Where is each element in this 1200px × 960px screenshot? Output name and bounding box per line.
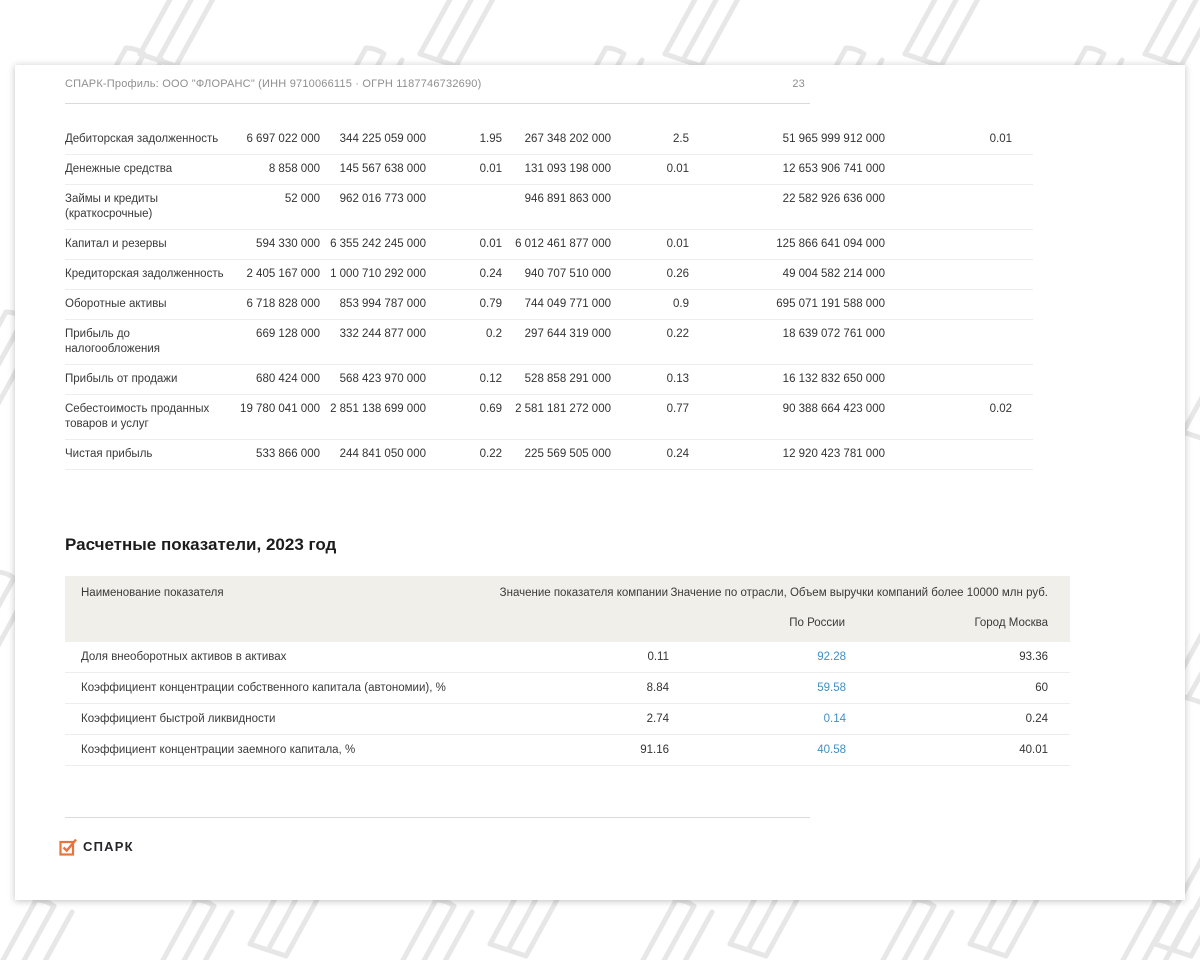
cell-value: 744 049 771 000 xyxy=(502,290,611,320)
cell-value: 90 388 664 423 000 xyxy=(689,395,885,440)
table-row xyxy=(65,365,1033,395)
cell-value: 0.01 xyxy=(611,155,689,185)
cell-value: 853 994 787 000 xyxy=(320,290,426,320)
cell-value: 8 858 000 xyxy=(240,155,320,185)
ratios-table-header xyxy=(65,576,1070,642)
cell-value: 0.01 xyxy=(426,155,502,185)
table-row xyxy=(65,230,1033,260)
cell-value xyxy=(885,320,1012,365)
cell-value: 2 405 167 000 xyxy=(240,260,320,290)
cell-value xyxy=(885,185,1012,230)
table-row xyxy=(65,260,1033,290)
cell-value: 0.2 xyxy=(426,320,502,365)
table-row xyxy=(65,440,1033,470)
ratio-moscow-value: 60 xyxy=(846,673,1070,704)
cell-value: 0.77 xyxy=(611,395,689,440)
cell-value: 0.79 xyxy=(426,290,502,320)
document-header xyxy=(65,78,810,94)
cell-value: 244 841 050 000 xyxy=(320,440,426,470)
cell-value: 962 016 773 000 xyxy=(320,185,426,230)
cell-value: 0.01 xyxy=(426,230,502,260)
ratios-table xyxy=(65,576,1070,766)
ratio-company-value: 2.74 xyxy=(465,704,669,735)
table-row xyxy=(65,125,1033,155)
ratio-row xyxy=(65,642,1070,673)
ratio-russia-link[interactable]: 59.58 xyxy=(669,673,846,704)
cell-value: 533 866 000 xyxy=(240,440,320,470)
cell-value: 0.13 xyxy=(611,365,689,395)
footer-divider xyxy=(65,817,810,818)
cell-value: 2 581 181 272 000 xyxy=(502,395,611,440)
cell-value xyxy=(885,290,1012,320)
section-title: Расчетные показатели, 2023 год xyxy=(65,535,337,554)
col-header-name: Наименование показателя xyxy=(65,576,465,642)
cell-value: 0.24 xyxy=(611,440,689,470)
table-row xyxy=(65,155,1033,185)
cell-value: 18 639 072 761 000 xyxy=(689,320,885,365)
spark-logo xyxy=(59,835,134,857)
cell-value: 946 891 863 000 xyxy=(502,185,611,230)
cell-value: 267 348 202 000 xyxy=(502,125,611,155)
document-page xyxy=(15,65,1185,900)
ratio-moscow-value: 40.01 xyxy=(846,735,1070,766)
cell-value: 0.02 xyxy=(885,395,1012,440)
col-header-industry-group: Значение по отрасли, Объем выручки компаний более 10000 млн руб. xyxy=(669,576,1070,609)
spark-logo-text: СПАРК xyxy=(83,838,134,854)
cell-value: 19 780 041 000 xyxy=(240,395,320,440)
cell-value: 528 858 291 000 xyxy=(502,365,611,395)
cell-value: 6 012 461 877 000 xyxy=(502,230,611,260)
cell-value: 12 653 906 741 000 xyxy=(689,155,885,185)
cell-value: 1.95 xyxy=(426,125,502,155)
cell-value xyxy=(885,365,1012,395)
row-label: Кредиторская задолженность xyxy=(65,260,240,290)
row-label: Капитал и резервы xyxy=(65,230,240,260)
cell-value: 568 423 970 000 xyxy=(320,365,426,395)
cell-value: 131 093 198 000 xyxy=(502,155,611,185)
cell-value: 940 707 510 000 xyxy=(502,260,611,290)
table-row xyxy=(65,395,1033,440)
row-label: Оборотные активы xyxy=(65,290,240,320)
ratio-name: Коэффициент быстрой ликвидности xyxy=(65,704,465,735)
cell-value: 12 920 423 781 000 xyxy=(689,440,885,470)
cell-value: 2.5 xyxy=(611,125,689,155)
cell-value: 594 330 000 xyxy=(240,230,320,260)
cell-value: 0.24 xyxy=(426,260,502,290)
cell-value: 2 851 138 699 000 xyxy=(320,395,426,440)
cell-value: 6 355 242 245 000 xyxy=(320,230,426,260)
table-row xyxy=(65,290,1033,320)
table-row xyxy=(65,185,1033,230)
cell-value xyxy=(885,440,1012,470)
col-header-moscow: Город Москва xyxy=(846,609,1070,642)
ratio-company-value: 91.16 xyxy=(465,735,669,766)
row-label: Прибыль от продажи xyxy=(65,365,240,395)
cell-value: 51 965 999 912 000 xyxy=(689,125,885,155)
cell-value: 0.9 xyxy=(611,290,689,320)
spark-checkbox-icon xyxy=(59,837,78,856)
col-header-company-value: Значение показателя компании xyxy=(465,576,669,642)
table-row xyxy=(65,320,1033,365)
cell-value: 125 866 641 094 000 xyxy=(689,230,885,260)
cell-value: 0.22 xyxy=(426,440,502,470)
cell-value: 680 424 000 xyxy=(240,365,320,395)
row-label: Займы и кредиты (краткосрочные) xyxy=(65,185,240,230)
cell-value: 225 569 505 000 xyxy=(502,440,611,470)
ratio-row xyxy=(65,735,1070,766)
cell-value xyxy=(885,155,1012,185)
ratio-name: Доля внеоборотных активов в активах xyxy=(65,642,465,673)
document-header-title: СПАРК-Профиль: ООО "ФЛОРАНС" (ИНН 9710066115 · ОГРН 1187746732690) xyxy=(65,78,482,90)
ratio-company-value: 0.11 xyxy=(465,642,669,673)
cell-value: 669 128 000 xyxy=(240,320,320,365)
cell-value: 0.01 xyxy=(611,230,689,260)
financials-table xyxy=(65,125,1033,470)
ratio-row xyxy=(65,673,1070,704)
col-header-russia: По России xyxy=(669,609,846,642)
cell-value: 0.12 xyxy=(426,365,502,395)
cell-value: 145 567 638 000 xyxy=(320,155,426,185)
cell-value xyxy=(426,185,502,230)
ratio-russia-link[interactable]: 0.14 xyxy=(669,704,846,735)
cell-value: 1 000 710 292 000 xyxy=(320,260,426,290)
cell-value: 332 244 877 000 xyxy=(320,320,426,365)
ratio-name: Коэффициент концентрации заемного капитала, % xyxy=(65,735,465,766)
row-label: Денежные средства xyxy=(65,155,240,185)
cell-value: 52 000 xyxy=(240,185,320,230)
page-number: 23 xyxy=(792,78,805,90)
cell-value xyxy=(885,260,1012,290)
cell-value: 22 582 926 636 000 xyxy=(689,185,885,230)
header-divider xyxy=(65,103,810,104)
cell-value: 0.22 xyxy=(611,320,689,365)
cell-value: 49 004 582 214 000 xyxy=(689,260,885,290)
cell-value: 0.26 xyxy=(611,260,689,290)
cell-value: 16 132 832 650 000 xyxy=(689,365,885,395)
row-label: Чистая прибыль xyxy=(65,440,240,470)
cell-value: 6 697 022 000 xyxy=(240,125,320,155)
ratio-row xyxy=(65,704,1070,735)
cell-value: 297 644 319 000 xyxy=(502,320,611,365)
cell-value: 695 071 191 588 000 xyxy=(689,290,885,320)
ratio-moscow-value: 93.36 xyxy=(846,642,1070,673)
cell-value xyxy=(611,185,689,230)
ratio-moscow-value: 0.24 xyxy=(846,704,1070,735)
ratio-russia-link[interactable]: 40.58 xyxy=(669,735,846,766)
ratio-name: Коэффициент концентрации собственного капитала (автономии), % xyxy=(65,673,465,704)
row-label: Дебиторская задолженность xyxy=(65,125,240,155)
ratio-russia-link[interactable]: 92.28 xyxy=(669,642,846,673)
ratio-company-value: 8.84 xyxy=(465,673,669,704)
cell-value: 0.01 xyxy=(885,125,1012,155)
cell-value: 0.69 xyxy=(426,395,502,440)
cell-value: 6 718 828 000 xyxy=(240,290,320,320)
cell-value: 344 225 059 000 xyxy=(320,125,426,155)
row-label: Прибыль до налогообложения xyxy=(65,320,240,365)
cell-value xyxy=(885,230,1012,260)
row-label: Себестоимость проданных товаров и услуг xyxy=(65,395,240,440)
